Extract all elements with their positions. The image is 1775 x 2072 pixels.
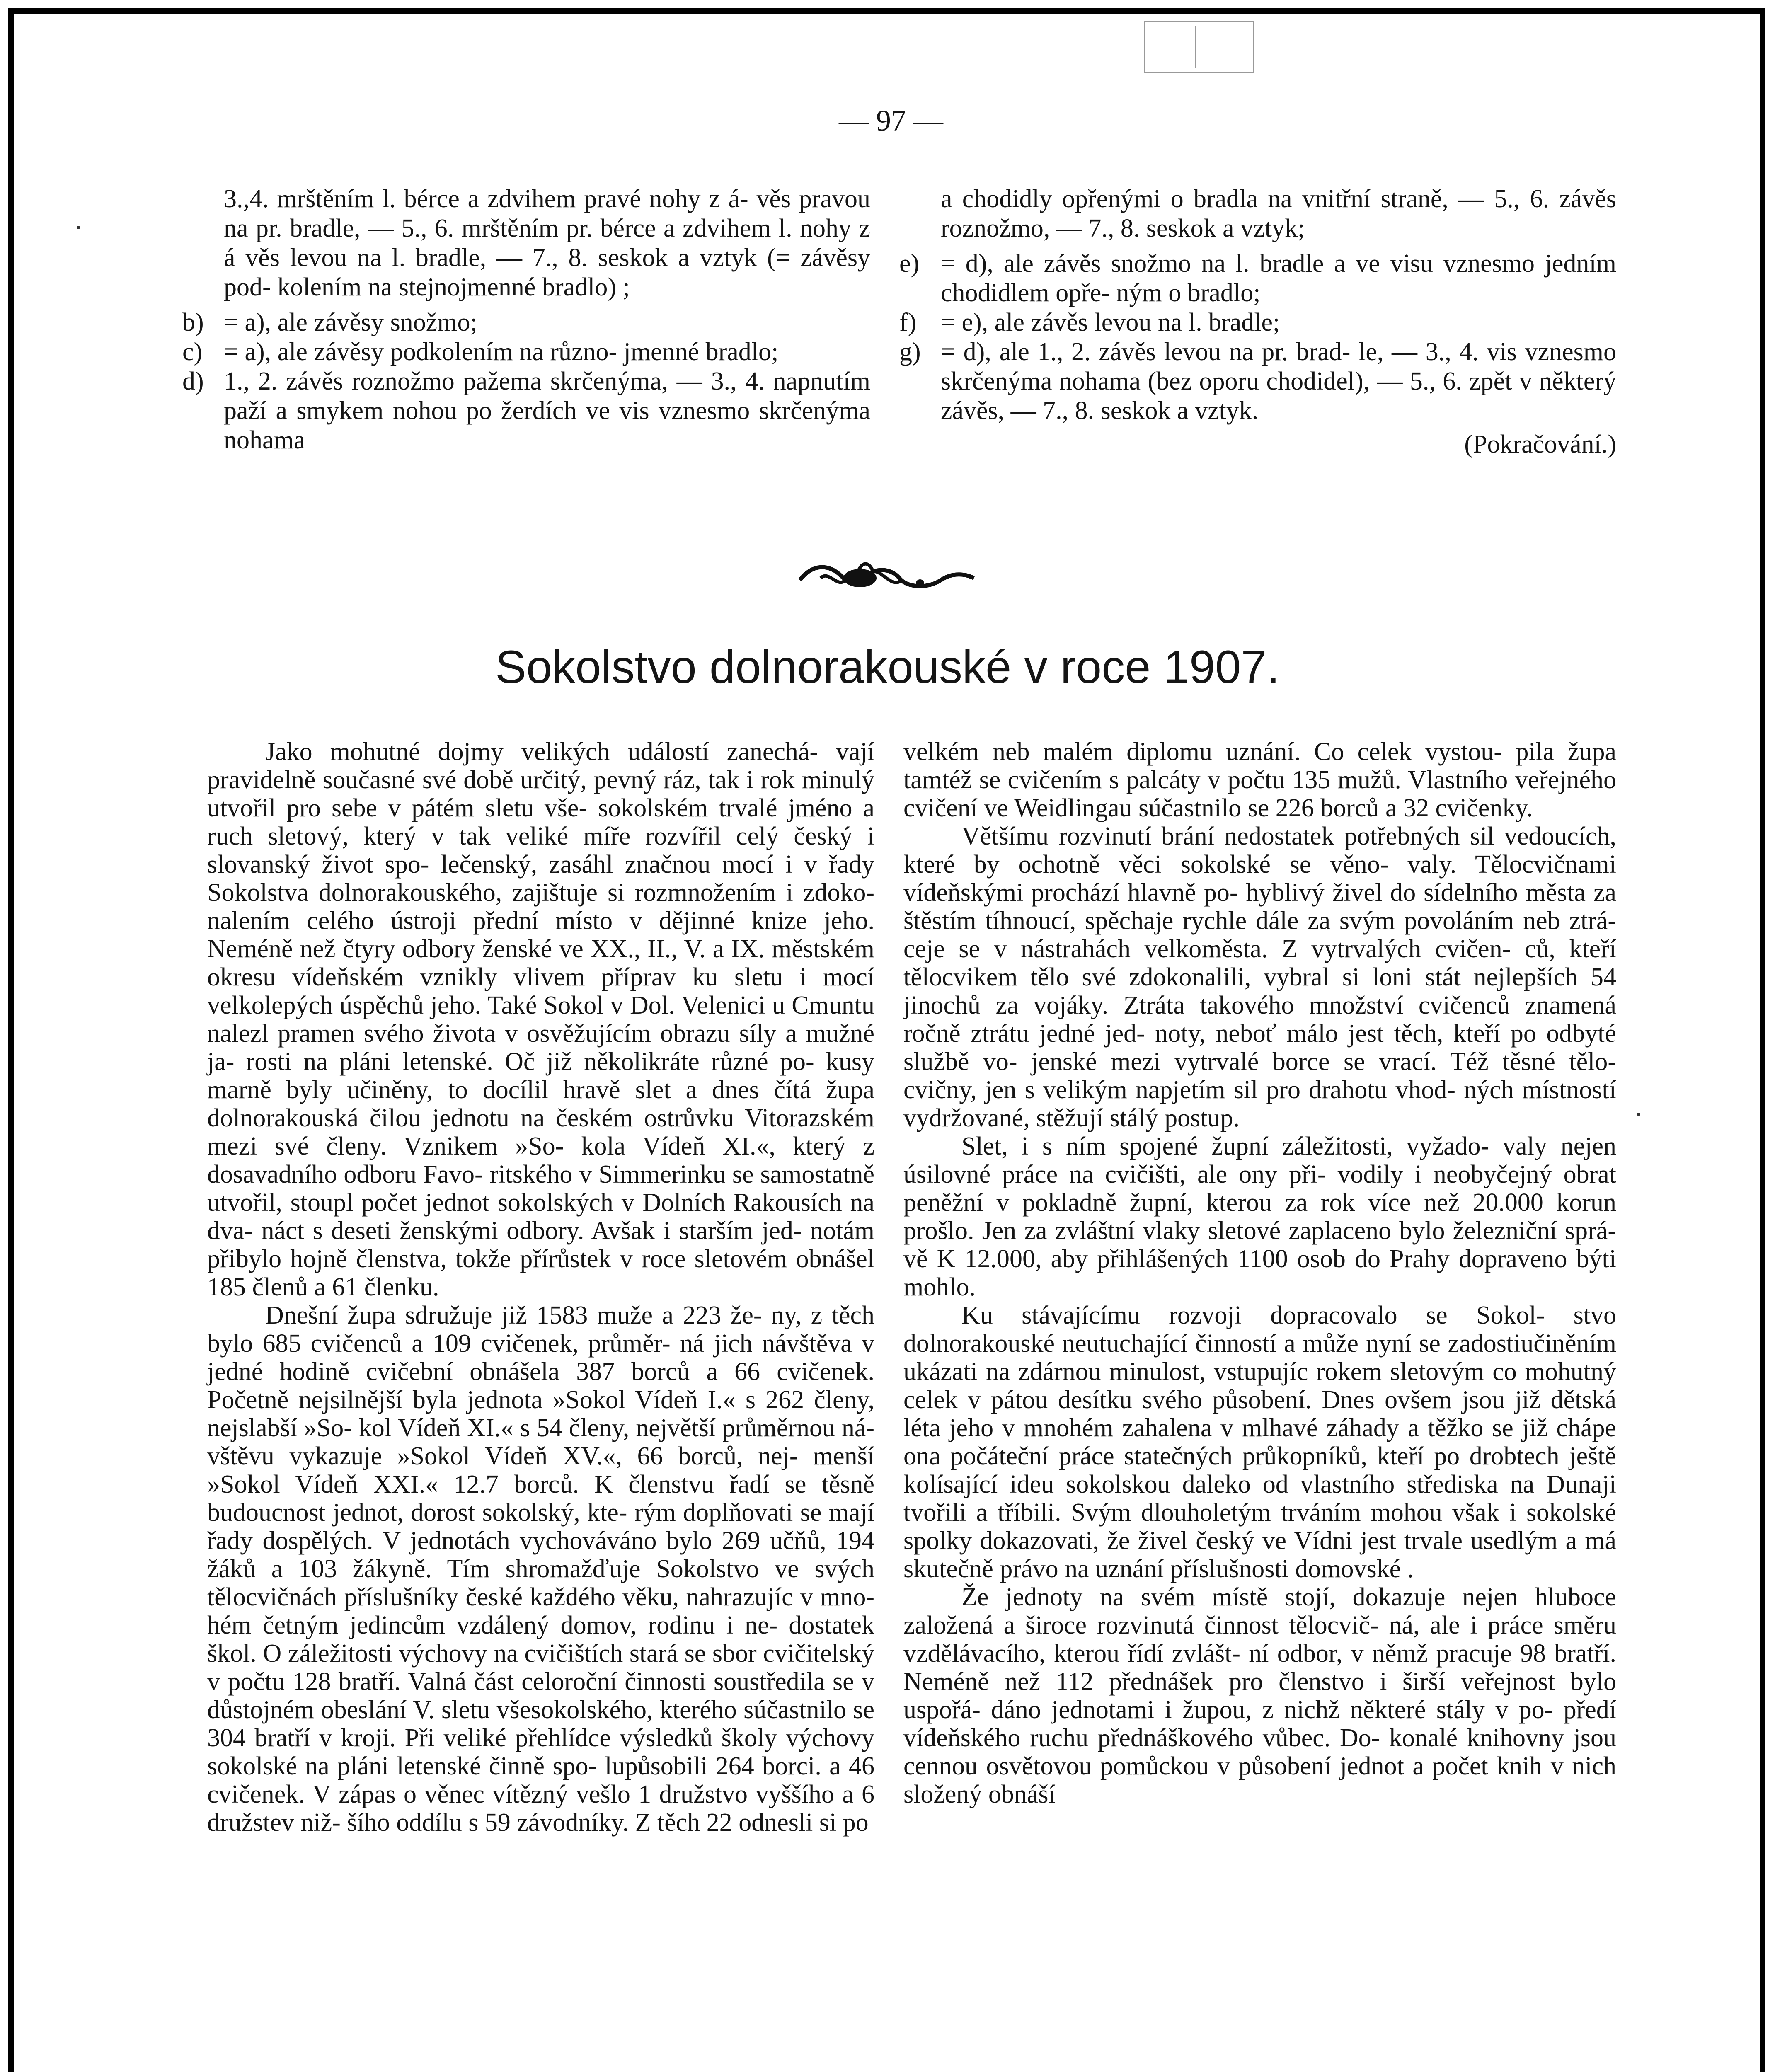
exercise-item <box>182 337 870 367</box>
article-paragraph: Dnešní župa sdružuje již 1583 muže a 223 že- ny, z těch bylo 685 cvičenců a 109 cvičenek, průměr- ná jich návštěva v jedné hodině cvičební obnášela 387 borců a 66 cvičenek. Početně nejsilnější byla jednota »Sokol Vídeň I.« s 262 členy, nejslabší »So- kol Vídeň XI.« s 54 členy, největší průměrnou ná- vštěvu vykazuje »Sokol Vídeň XV.«, 66 borců, nej- menší »Sokol Vídeň XXI.« 12.7 borců. K členstvu řadí se těsně budoucnost jednot, dorost sokolský, kte- rým doplňovati se mají řady dospělých. V jednotách vychováváno bylo 269 učňů, 194 žáků a 103 žákyně. Tím shromažďuje Sokolstvo ve svých tělocvičnách příslušníky české každého věku, nahrazujíc v mno- hém četným jedincům vzdálený domov, rodinu i ne- dostatek škol. O záležitosti výchovy na cvičištích stará se sbor cvičitelský v počtu 128 bratří. Valná část celoroční činnosti soustředila se v důstojném obeslání V. sletu všesokolského, kterého súčastnilo se 304 bratří v kroji. Při veliké přehlídce výsledků školy výchovy sokolské na pláni letenské činně spo- lupůsobili 264 borci. a 46 cvičenek. V zápas o věnec vítězný vešlo 1 družstvo vyššího a 6 družstev niž- šího oddílu s 59 závodníky. Z těch 22 odnesli si po <box>207 1301 874 1837</box>
continuation-note: (Pokračování.) <box>1464 430 1616 458</box>
exercise-text: = d), ale 1., 2. závěs levou na pr. brad- le, — 3., 4. vis vznesmo skrčenýma nohama (bez oporu chodidel), — 5., 6. zpět v některý závěs, — 7., 8. seskok a vztyk. <box>941 338 1616 425</box>
page-number: — 97 — <box>839 104 943 137</box>
article-paragraph: Ku stávajícímu rozvoji dopracovalo se Sokol- stvo dolnorakouské neutuchající činností a může nyní se zadostiučiněním ukázati na zdárnou minulost, vstupujíc rokem sletovým co mohutný celek v pátou desítku svého působení. Dnes ovšem jsou již dětská léta jeho v mnohém zahalena v mlhavé záhady a těžko se již chápe ona počáteční práce statečných průkopníků, kteří po drobtech ještě kolísající ideu sokolskou daleko od vlastního střediska na Dunaji tvořili a tříbili. Svým dlouholetým trváním mohou však i sokolské spolky dokazovati, že živel český ve Vídni jest trvale usedlým a má skutečně právo na uznání příslušnosti domovské . <box>903 1301 1616 1583</box>
exercise-item <box>899 249 1616 308</box>
exercise-text: 1., 2. závěs roznožmo pažema skrčenýma, — 3., 4. napnutím paží a smykem nohou po žerdích ve vis vznesmo skrčenýma nohama <box>224 367 870 454</box>
article-paragraph: Jako mohutné dojmy velikých událostí zanechá- vají pravidelně současné své době určitý, pevný ráz, tak i rok minulý utvořil pro sebe v pátém sletu vše- sokolském trvalé jméno a ruch sletový, který v tak veliké míře rozvířil celý český i slovanský život spo- lečenský, zasáhl značnou mocí i v řady Sokolstva dolnorakouského, zajištuje si rozmnožením i zdoko- nalením celého ústroji přední místo v dějinné knize jeho. Neméně než čtyry odbory ženské ve XX., II., V. a IX. městském okresu vídeňském vznikly vlivem příprav ku sletu i mocí velkolepých úspěchů jeho. Také Sokol v Dol. Velenici u Cmuntu nalezl pramen svého života v osvěžujícím obrazu síly a mužné ja- rosti na pláni letenské. Oč již několikráte různé po- kusy marně byly učiněny, to docílil hravě slet a dnes čítá župa dolnorakouská čilou jednotu na českém ostrůvku Vitorazském mezi své členy. Vznikem »So- kola Vídeň XI.«, který z dosavadního odboru Favo- ritského v Simmerinku se samostatně utvořil, stoupl počet jednot sokolských v Dolních Rakousích na dva- náct s deseti ženskými odbory. Avšak i starším jed- notám přibylo hojně členstva, tokže přírůstek v roce sletovém obnášel 185 členů a 61 členku. <box>207 738 874 1301</box>
exercise-label: c) <box>182 338 203 366</box>
ornament-divider <box>796 555 978 601</box>
exercise-continuation: a chodidly opřenými o bradla na vnitřní straně, — 5., 6. závěs roznožmo, — 7., 8. seskok a vztyk; <box>941 185 1616 242</box>
exercise-label: d) <box>182 367 204 395</box>
article-left-column <box>207 738 874 1837</box>
exercises-right-column <box>899 184 1616 459</box>
ink-speck <box>1637 1113 1640 1116</box>
article-paragraph: Slet, i s ním spojené župní záležitosti, vyžado- valy nejen úsilovné práce na cvičišti, ale ony při- vodily i neobyčejný obrat peněžní v pokladně župní, kterou za rok více než 20.000 korun prošlo. Jen za zvláštní vlaky sletové zaplaceno bylo železniční sprá- vě K 12.000, aby přihlášených 1100 osob do Prahy dopraveno býti mohlo. <box>903 1132 1616 1301</box>
exercise-text: = d), ale závěs snožmo na l. bradle a ve visu vznesmo jedním chodidlem opře- ným o bradlo; <box>941 249 1616 307</box>
exercise-text: = a), ale závěsy snožmo; <box>224 308 477 336</box>
library-stamp <box>1144 21 1254 73</box>
ink-speck <box>77 226 80 229</box>
article-paragraph: Většímu rozvinutí brání nedostatek potřebných sil vedoucích, které by ochotně věci sokolské se věno- valy. Tělocvičnami vídeňskými prochází hlavně po- hyblivý živel do sídelního města za štěstím tíhnoucí, spěchaje rychle dále za svým povoláním neb ztrá- ceje se v nástrahách velkoměsta. Z vytrvalých cvičen- ců, kteří tělocvikem tělo své zdokonalili, vybral si loni stát nejlepších 54 jinochů za vojáky. Ztráta takového množství cvičenců znamená ročně ztrátu jedné jed- noty, neboť málo jest těch, kteří po odbyté službě vo- jenské mezi vytrvalé borce se vrací. Též těsné tělo- cvičny, jen s velikým napjetím sil pro drahotu vhod- ných místností vydržované, stěžují stálý postup. <box>903 822 1616 1132</box>
article-paragraph: Že jednoty na svém místě stojí, dokazuje nejen hluboce založená a široce rozvinutá činnost tělocvič- ná, ale i práce směru vzdělávacího, kterou řídí zvlášt- ní odbor, v němž pracuje 98 bratří. Neméně než 112 přednášek pro členstvo i širší veřejnost bylo uspořá- dáno jednotami i župou, z nichž některé stály v po- předí vídeňského ruchu přednáškového vůbec. Do- konalé knihovny jsou cennou osvětovou pomůckou v působení jednot a počet knih v nich složený obnáší <box>903 1583 1616 1808</box>
exercise-text: = a), ale závěsy podkolením na různo- jmenné bradlo; <box>224 338 779 366</box>
exercise-label: g) <box>899 338 921 366</box>
exercise-item <box>899 337 1616 426</box>
exercise-text: = e), ale závěs levou na l. bradle; <box>941 308 1280 336</box>
exercise-item <box>182 308 870 337</box>
exercise-label: b) <box>182 308 204 336</box>
article-paragraph: velkém neb malém diplomu uznání. Co celek vystou- pila župa tamtéž se cvičením s palcáty v počtu 135 mužů. Vlastního veřejného cvičení ve Weidlingau súčastnilo se 226 borců a 32 cvičenky. <box>903 738 1616 822</box>
article-right-column <box>903 738 1616 1808</box>
exercise-item <box>182 367 870 455</box>
exercise-continuation: 3.,4. mrštěním l. bérce a zdvihem pravé nohy z á- věs pravou na pr. bradle, — 5., 6. mrštěním pr. bérce a zdvihem l. nohy z á věs levou na l. bradle, — 7., 8. seskok a vztyk (= závěsy pod- kolením na stejnojmenné bradlo) ; <box>224 185 870 301</box>
exercise-label: f) <box>899 308 917 336</box>
exercise-label: e) <box>899 249 920 278</box>
article-title: Sokolstvo dolnorakouské v roce 1907. <box>495 641 1280 693</box>
exercise-item <box>899 308 1616 337</box>
exercises-left-column <box>182 184 870 455</box>
